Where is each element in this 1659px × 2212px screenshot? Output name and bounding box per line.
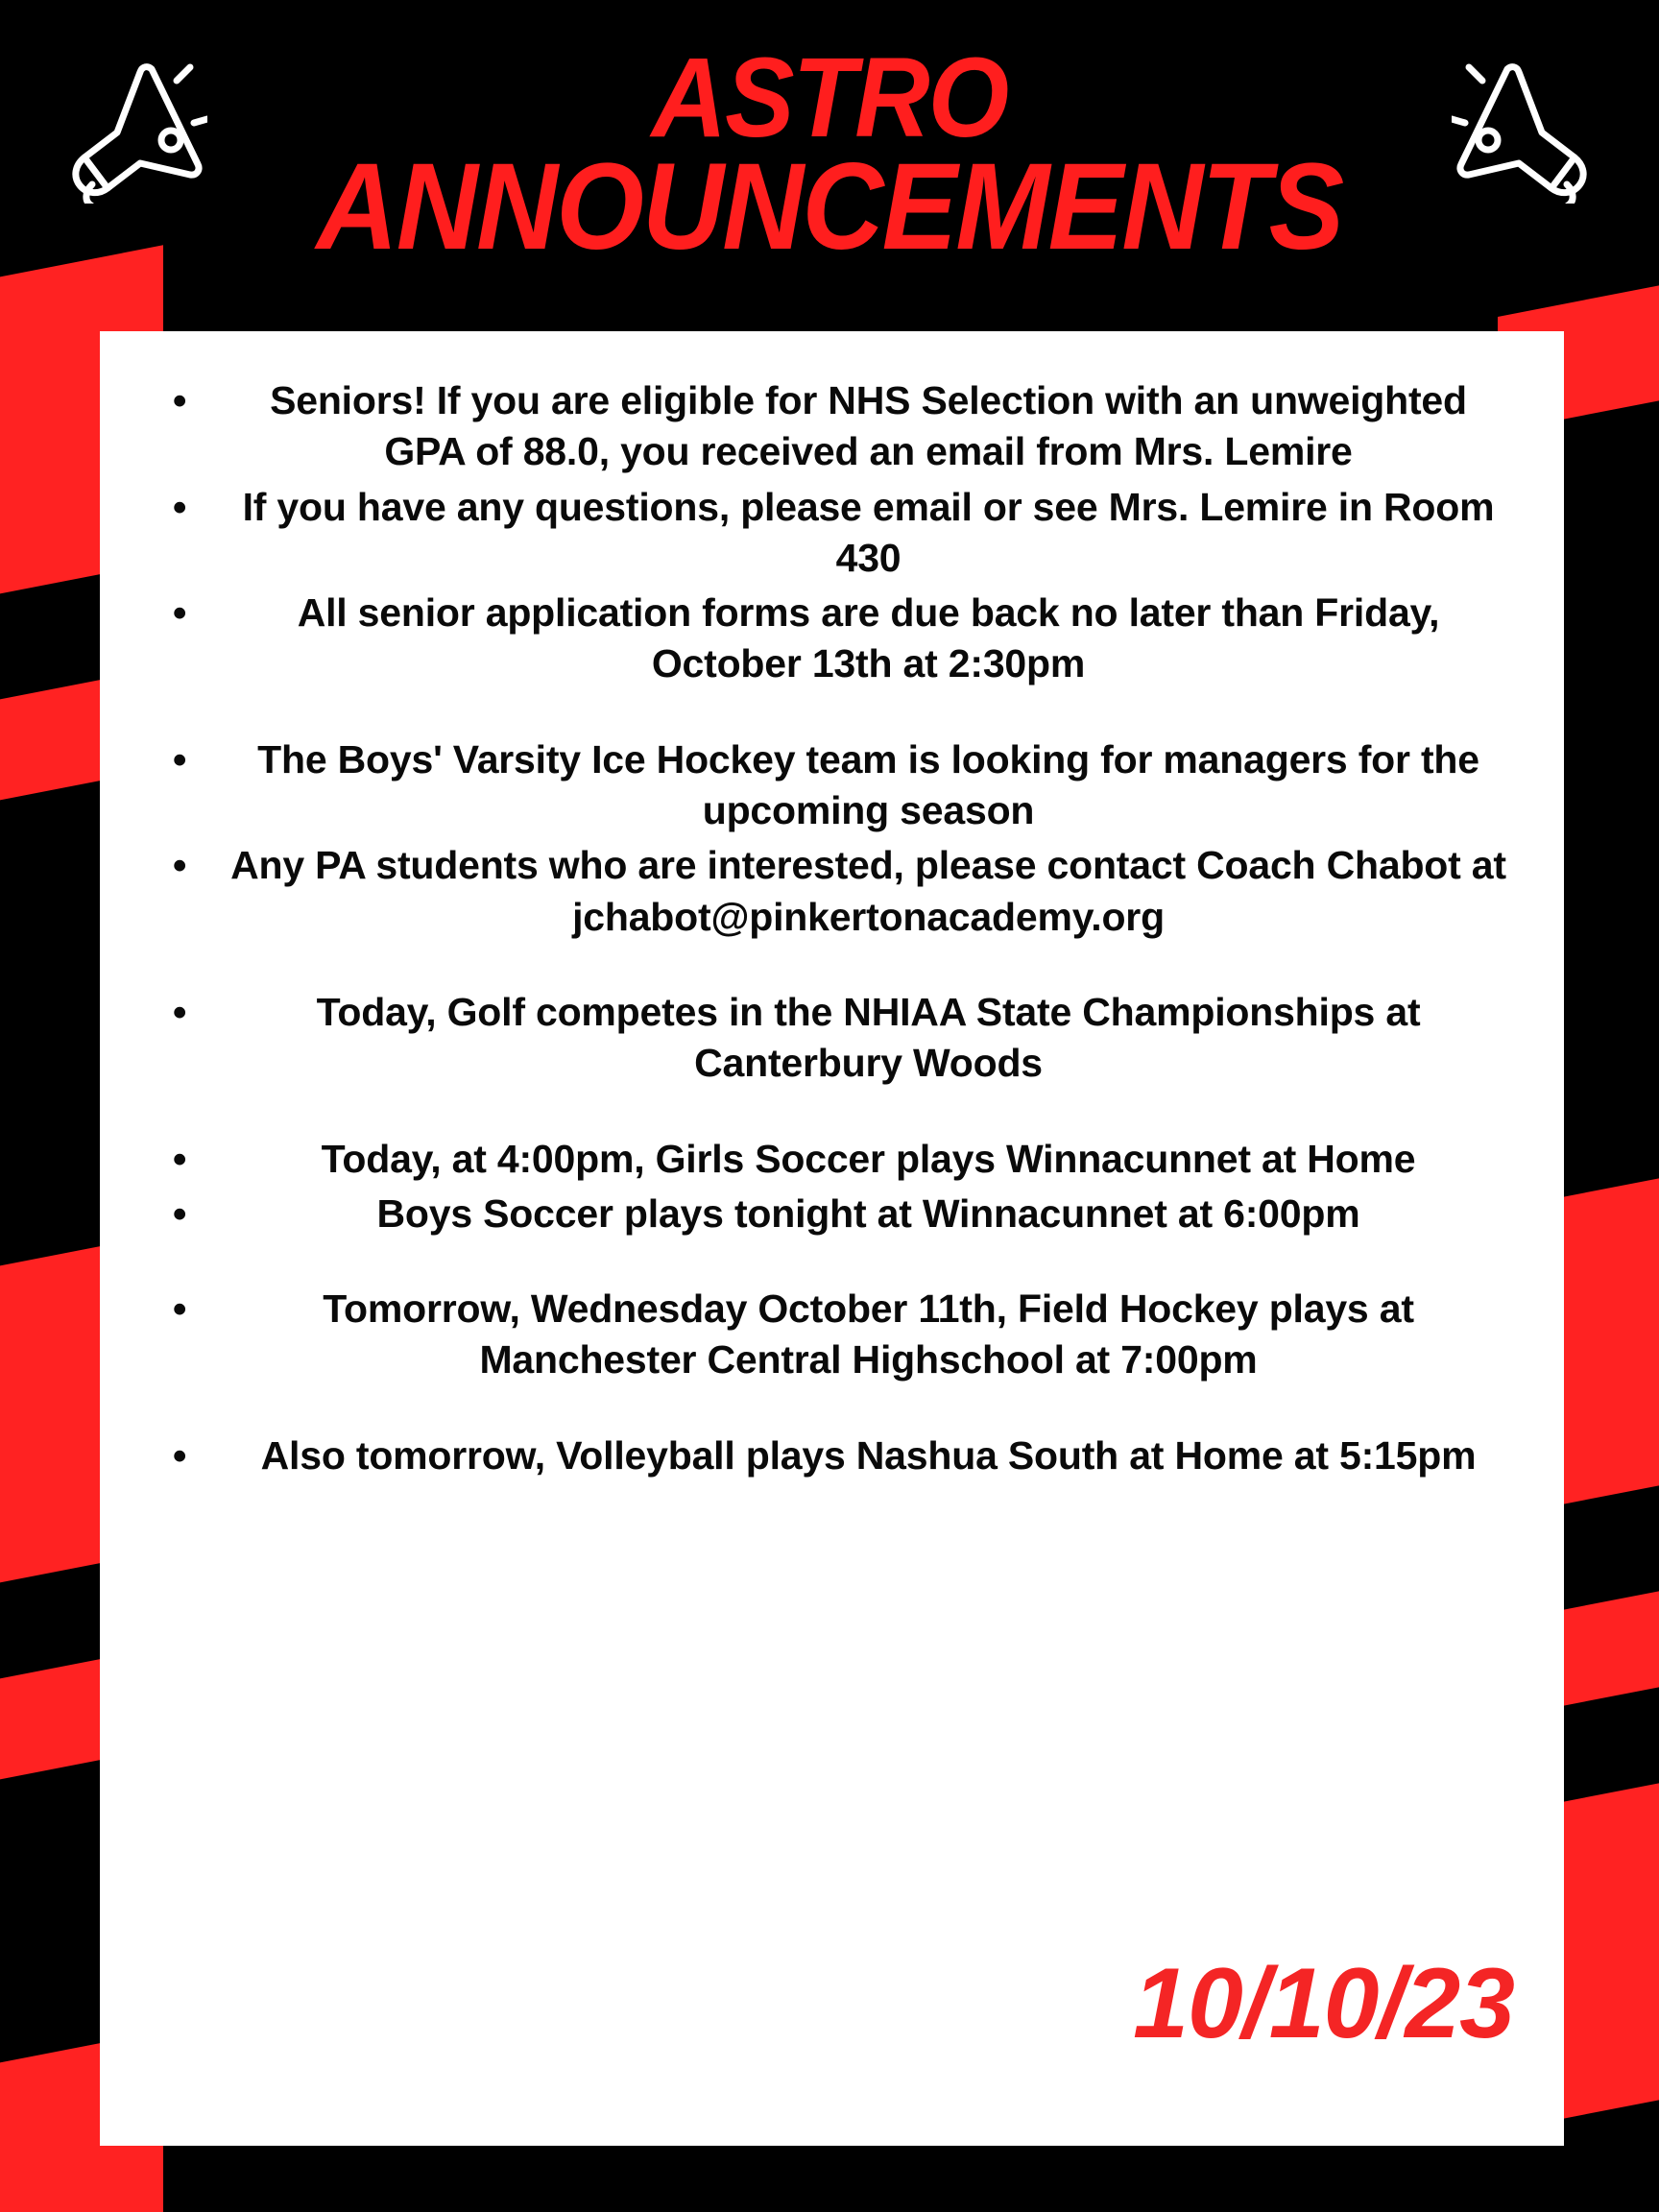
date-stamp: 10/10/23 xyxy=(1133,1948,1514,2059)
poster-header xyxy=(0,0,1659,326)
announcement-group-golf xyxy=(152,987,1512,1090)
announcement-group-nhs-selection xyxy=(152,375,1512,690)
announcement-list xyxy=(152,734,1512,943)
announcements-card xyxy=(100,331,1564,2146)
announcement-group-volleyball xyxy=(152,1431,1512,1481)
announcement-item: • Today, Golf competes in the NHIAA State Championships at Canterbury Woods xyxy=(152,987,1512,1090)
announcement-item: • The Boys' Varsity Ice Hockey team is looking for managers for the upcoming season xyxy=(152,734,1512,837)
announcement-item: • Any PA students who are interested, please contact Coach Chabot at jchabot@pinkertonacademy.org xyxy=(152,840,1512,943)
announcement-item: • Today, at 4:00pm, Girls Soccer plays Winnacunnet at Home xyxy=(152,1134,1512,1185)
announcement-groups xyxy=(152,375,1512,1481)
announcement-item: • Boys Soccer plays tonight at Winnacunnet at 6:00pm xyxy=(152,1189,1512,1239)
announcement-group-field-hockey xyxy=(152,1284,1512,1386)
announcement-list xyxy=(152,987,1512,1090)
title-line-announcements: ANNOUNCEMENTS xyxy=(316,137,1343,276)
announcement-item: • Tomorrow, Wednesday October 11th, Field Hockey plays at Manchester Central Highschool at 7:00pm xyxy=(152,1284,1512,1386)
announcement-item: • Seniors! If you are eligible for NHS Selection with an unweighted GPA of 88.0, you received an email from Mrs. Lemire xyxy=(152,375,1512,478)
title-line-astro: ASTRO xyxy=(651,35,1008,161)
announcement-list xyxy=(152,1284,1512,1386)
poster-title xyxy=(0,0,1659,276)
announcement-list xyxy=(152,375,1512,690)
megaphone-icon xyxy=(1452,40,1634,204)
announcement-group-soccer xyxy=(152,1134,1512,1240)
announcement-item: • If you have any questions, please email or see Mrs. Lemire in Room 430 xyxy=(152,482,1512,585)
announcement-list xyxy=(152,1134,1512,1240)
announcement-list xyxy=(152,1431,1512,1481)
announcement-item: • All senior application forms are due back no later than Friday, October 13th at 2:30pm xyxy=(152,588,1512,690)
announcement-item: • Also tomorrow, Volleyball plays Nashua South at Home at 5:15pm xyxy=(152,1431,1512,1481)
announcement-group-ice-hockey-managers xyxy=(152,734,1512,943)
